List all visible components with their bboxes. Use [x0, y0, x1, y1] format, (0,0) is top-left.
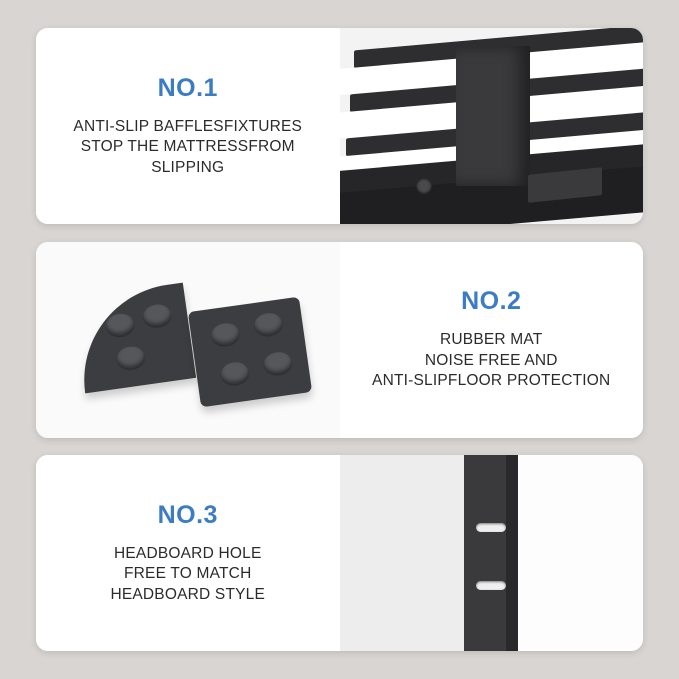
feature-3-caption-line-3: HEADBOARD STYLE [110, 585, 266, 603]
rubber-stud [115, 344, 146, 370]
rubber-stud [105, 311, 136, 337]
quarter-round-rubber-mat [72, 282, 196, 393]
rubber-stud [142, 302, 173, 328]
feature-1-caption-line-2: STOP THE MATTRESSFROM [80, 138, 295, 156]
feature-3-caption-line-2: FREE TO MATCH [124, 565, 252, 583]
feature-2-caption-line-2: NOISE FREE AND [424, 351, 558, 369]
headboard-hole-slot [476, 581, 506, 590]
feature-3-badge: NO.3 [157, 500, 218, 529]
feature-2-caption [372, 330, 610, 391]
feature-card-2 [36, 242, 643, 438]
feature-1-text-block [36, 28, 340, 224]
rubber-mat-pads-photo [36, 242, 340, 438]
feature-2-caption-line-3: ANTI-SLIPFLOOR PROTECTION [372, 372, 611, 390]
headboard-hole-slot [476, 523, 506, 532]
rubber-stud [219, 360, 250, 386]
background-panel-left [340, 455, 464, 651]
feature-card-1 [36, 28, 643, 224]
feature-3-caption-line-1: HEADBOARD HOLE [113, 544, 262, 562]
feature-2-text-block [340, 242, 644, 438]
anti-slip-baffle [456, 46, 530, 186]
feature-2-caption-line-1: RUBBER MAT [440, 331, 543, 349]
square-rubber-mat [188, 296, 312, 407]
bolt-icon [416, 178, 432, 194]
feature-1-caption [73, 117, 302, 178]
headboard-bracket [464, 455, 518, 651]
background-panel-right [518, 455, 644, 651]
rubber-stud [253, 311, 284, 337]
feature-2-badge: NO.2 [461, 287, 522, 316]
feature-1-caption-line-1: ANTI-SLIP BAFFLESFIXTURES [73, 117, 303, 135]
feature-1-caption-line-3: SLIPPING [151, 158, 225, 176]
feature-3-caption [110, 544, 265, 605]
rubber-stud [262, 350, 293, 376]
headboard-bracket-slots-photo [340, 455, 644, 651]
bed-frame-slats-baffle-photo [340, 28, 644, 224]
feature-1-badge: NO.1 [157, 73, 218, 102]
rubber-stud [210, 321, 241, 347]
feature-card-3 [36, 455, 643, 651]
feature-3-text-block [36, 455, 340, 651]
